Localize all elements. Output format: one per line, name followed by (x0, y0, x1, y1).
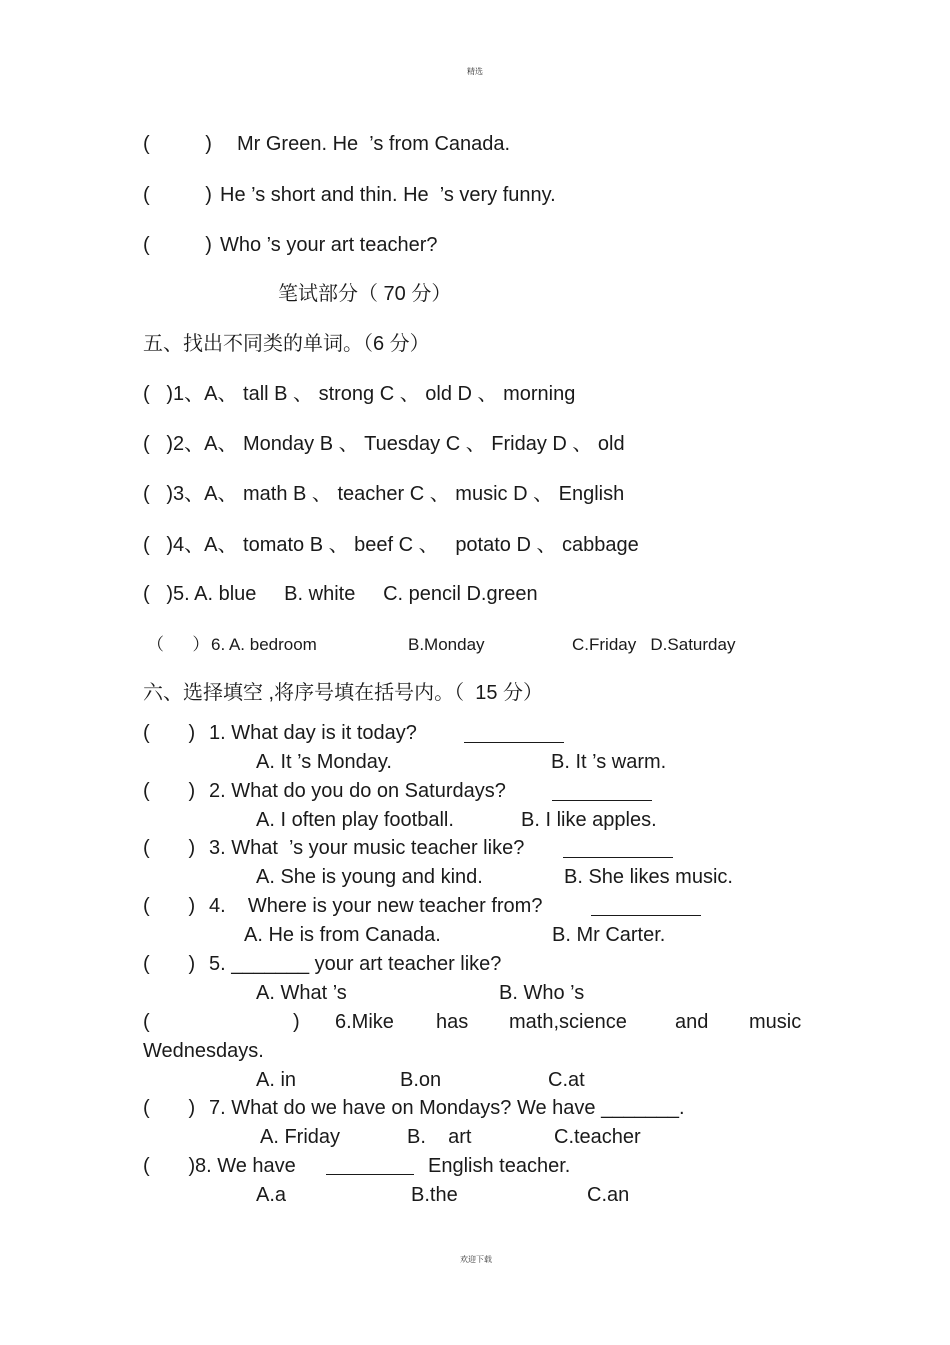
answer-paren[interactable]: ( ) (143, 780, 196, 802)
question-7: 7. What do we have on Mondays? We have _______. (209, 1097, 685, 1119)
option-a: A. What ’s (256, 982, 347, 1004)
question-5: 5. _______ your art teacher like? (209, 953, 502, 975)
question-8-end: English teacher. (428, 1155, 571, 1177)
option-a: A.a (256, 1184, 287, 1206)
answer-blank[interactable] (552, 800, 652, 801)
odd-one-out-item: ( )4、A、 tomato B 、 beef C 、 potato D 、 cabbage (143, 534, 639, 556)
question-6-word: math,science (509, 1011, 627, 1033)
option-a: A. He is from Canada. (244, 924, 441, 946)
answer-paren[interactable]: ( ) (143, 1097, 196, 1119)
answer-blank[interactable] (591, 915, 701, 916)
question-2: 2. What do you do on Saturdays? (209, 780, 506, 802)
option-b: B. She likes music. (564, 866, 733, 888)
section5-title: 五、找出不同类的单词。（6 分） (143, 333, 430, 355)
answer-paren-close[interactable]: ) (293, 1011, 300, 1033)
option-a: A. in (256, 1069, 297, 1091)
answer-paren[interactable]: ( ) (143, 837, 196, 859)
option-b: B. Who ’s (499, 982, 585, 1004)
option-b: B.on (400, 1069, 442, 1091)
option-a: A. I often play football. (256, 809, 454, 831)
answer-blank[interactable] (464, 742, 564, 743)
listening-sentence: He ’s short and thin. He ’s very funny. (220, 184, 556, 206)
answer-blank[interactable] (326, 1174, 414, 1175)
answer-paren[interactable]: ( ) (143, 722, 196, 744)
written-part-title: 笔试部分（ 70 分） (278, 283, 452, 305)
question-4: 4. Where is your new teacher from? (209, 895, 543, 917)
option-c: C.at (548, 1069, 585, 1091)
question-6-word: has (436, 1011, 469, 1033)
option-b: B. I like apples. (521, 809, 657, 831)
answer-paren[interactable]: ( ) (143, 234, 212, 256)
option-b: B. Mr Carter. (552, 924, 666, 946)
page-footer: 欢迎下载 (460, 1255, 492, 1264)
answer-blank[interactable] (563, 857, 673, 858)
option-b: B. art (407, 1126, 472, 1148)
option-c: C.teacher (554, 1126, 641, 1148)
listening-sentence: Who ’s your art teacher? (220, 234, 438, 256)
question-6-continuation: Wednesdays. (143, 1040, 264, 1062)
answer-paren[interactable]: ( ) (143, 184, 212, 206)
option-a: A. She is young and kind. (256, 866, 483, 888)
answer-paren[interactable]: （ ） (147, 635, 210, 654)
answer-paren[interactable]: ( ) (143, 133, 212, 155)
answer-paren[interactable]: ( ) (143, 953, 196, 975)
answer-paren-open[interactable]: ( (143, 1011, 150, 1033)
listening-sentence: Mr Green. He ’s from Canada. (237, 133, 511, 155)
option-a: A. Friday (260, 1126, 341, 1148)
question-6-word: and (675, 1011, 709, 1033)
option-a: A. It ’s Monday. (256, 751, 392, 773)
item6-option-b: B.Monday (408, 635, 485, 654)
page-header: 精选 (467, 67, 483, 76)
odd-one-out-item: ( )5. A. blue B. white C. pencil D.green (143, 583, 538, 605)
answer-paren[interactable]: ( ) (143, 1155, 196, 1177)
answer-paren[interactable]: ( ) (143, 895, 196, 917)
odd-one-out-item: ( )1、A、 tall B 、 strong C 、 old D 、 morning (143, 383, 576, 405)
section6-title: 六、选择填空 ,将序号填在括号内。（ 15 分） (143, 682, 544, 704)
item6-option-a: 6. A. bedroom (211, 635, 317, 654)
question-6-word: music (749, 1011, 802, 1033)
question-6-word: 6.Mike (335, 1011, 394, 1033)
odd-one-out-item: ( )3、A、 math B 、 teacher C 、 music D 、 English (143, 483, 625, 505)
item6-option-cd: C.Friday D.Saturday (572, 635, 736, 654)
question-1: 1. What day is it today? (209, 722, 417, 744)
odd-one-out-item: ( )2、A、 Monday B 、 Tuesday C 、 Friday D 、 old (143, 433, 625, 455)
question-8: 8. We have (195, 1155, 296, 1177)
option-b: B. It ’s warm. (551, 751, 667, 773)
option-c: C.an (587, 1184, 630, 1206)
question-3: 3. What ’s your music teacher like? (209, 837, 525, 859)
option-b: B.the (411, 1184, 458, 1206)
